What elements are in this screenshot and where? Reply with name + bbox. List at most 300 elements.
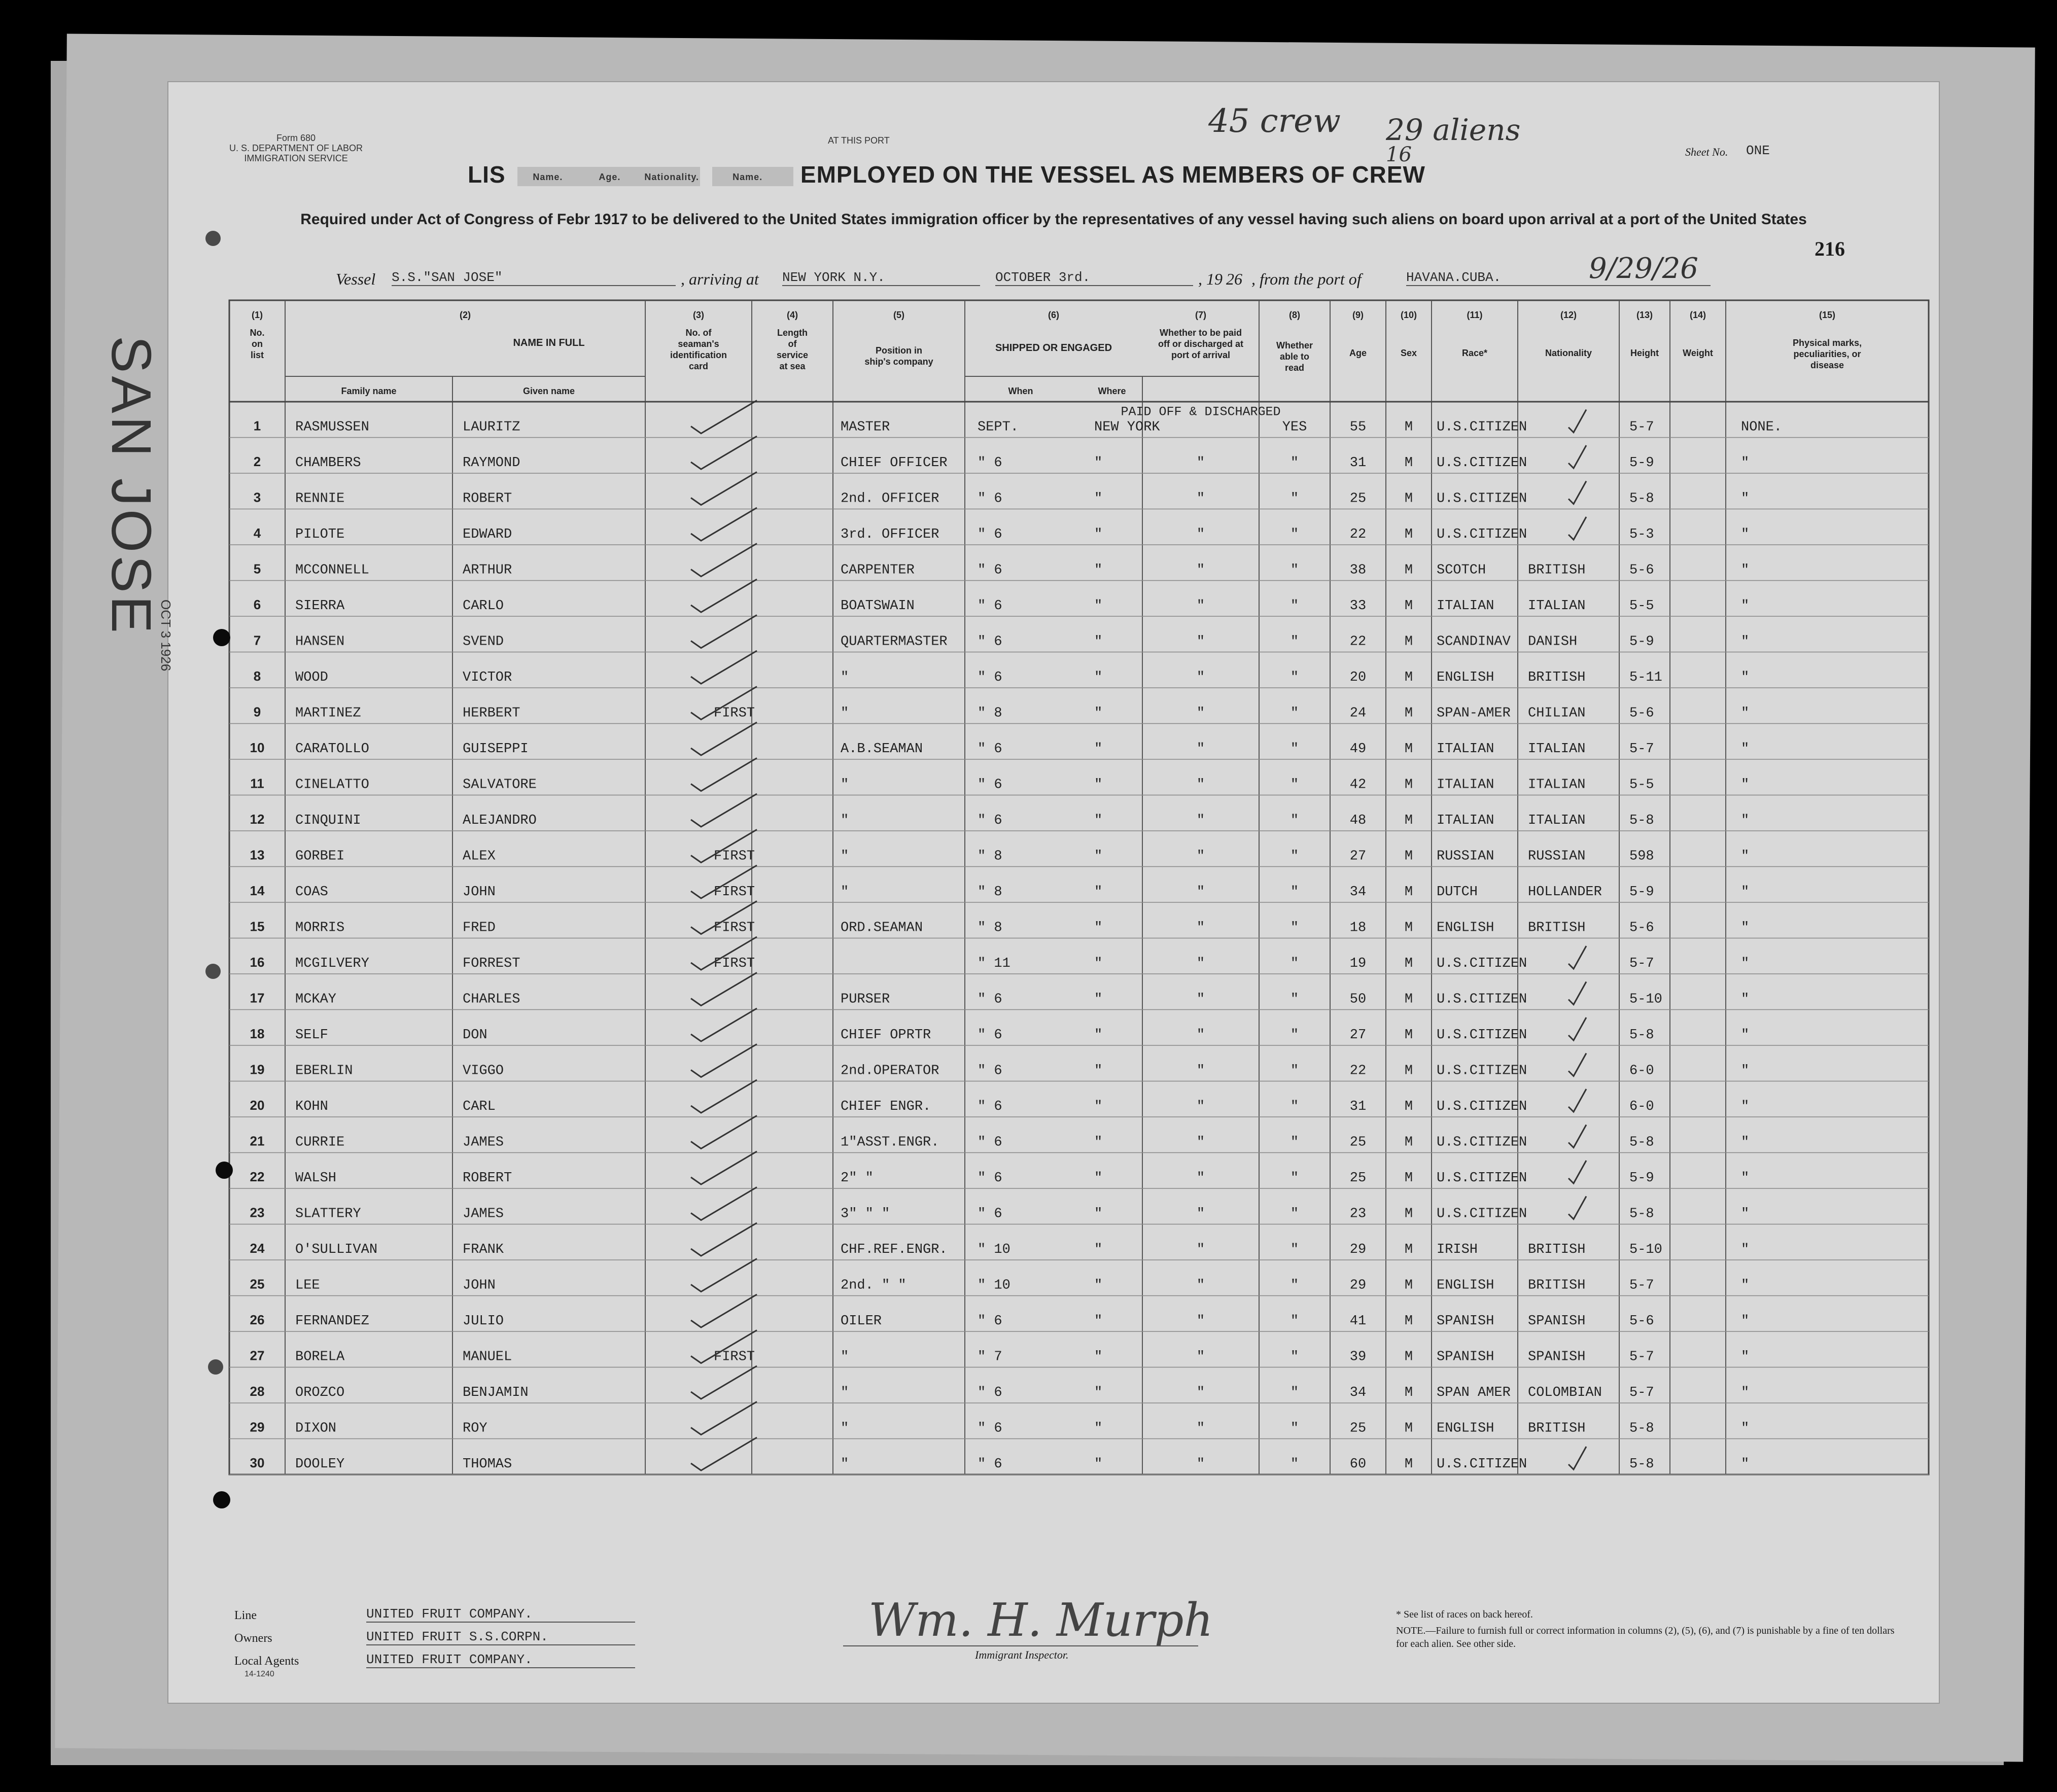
cell-read: " [1290, 1349, 1299, 1365]
cell-read: " [1290, 777, 1299, 793]
cell-height: 5-6 [1629, 1314, 1654, 1329]
cell-when: " 6 [978, 634, 1002, 650]
line-value: UNITED FRUIT COMPANY. [366, 1606, 635, 1623]
cell-read: " [1290, 455, 1299, 471]
check-mark [691, 794, 757, 827]
cell-height: 6-0 [1629, 1063, 1654, 1079]
header-position: ship's company [864, 357, 933, 367]
table-row [254, 544, 1749, 578]
column-number: (2) [460, 310, 471, 320]
cell-card: FIRST [714, 885, 755, 900]
cell-age: 60 [1349, 1457, 1367, 1472]
table-row [250, 901, 1750, 936]
handwritten-fraction: 16 [1386, 143, 1412, 166]
cell-position: OILER [841, 1314, 882, 1329]
cell-paid: " [1196, 1028, 1205, 1043]
cell-paid: " [1196, 634, 1205, 650]
cell-race: ENGLISH [1437, 920, 1494, 936]
cell-race: U.S.CITIZEN [1437, 1206, 1527, 1222]
table-row [250, 1366, 1750, 1400]
cell-read: " [1290, 956, 1299, 971]
cell-read: " [1290, 1063, 1299, 1079]
cell-family: SLATTERY [295, 1206, 361, 1222]
cell-position: 2nd.OPERATOR [841, 1063, 939, 1079]
cell-when: " 6 [978, 1135, 1002, 1150]
cell-read: " [1290, 1171, 1299, 1186]
cell-where: " [1094, 1278, 1103, 1293]
cell-where: " [1094, 1385, 1103, 1400]
table-row [254, 401, 1782, 435]
column-number: (14) [1689, 310, 1706, 320]
cell-no: 17 [250, 990, 265, 1006]
cell-paid: " [1196, 1457, 1205, 1472]
check-mark [691, 1187, 757, 1220]
punch-hole [205, 231, 221, 246]
header-paid-off: off or discharged at [1158, 339, 1244, 349]
citizen-tick [1568, 517, 1586, 540]
cell-sex: M [1404, 1135, 1413, 1150]
cell-card: FIRST [714, 706, 755, 721]
column-number: (12) [1560, 310, 1577, 320]
cell-age: 29 [1349, 1242, 1367, 1257]
cell-where: " [1094, 1314, 1103, 1329]
citizen-tick [1568, 946, 1586, 969]
table-row [254, 508, 1749, 542]
arriving-label: , arriving at [681, 270, 759, 288]
cell-height: 5-8 [1629, 1135, 1654, 1150]
signature-line [843, 1645, 1198, 1646]
cell-age: 38 [1349, 563, 1367, 578]
cell-sex: M [1404, 706, 1413, 721]
cell-when: " 6 [978, 1385, 1002, 1400]
cell-nationality: RUSSIAN [1528, 849, 1586, 864]
cell-nationality: ITALIAN [1528, 742, 1586, 757]
cell-sex: M [1404, 1171, 1413, 1186]
citizen-tick [1568, 1089, 1586, 1112]
cell-race: U.S.CITIZEN [1437, 992, 1527, 1007]
cell-where: " [1094, 1242, 1103, 1257]
cell-no: 14 [250, 883, 265, 898]
cell-where: " [1094, 1028, 1103, 1043]
cell-sex: M [1404, 563, 1413, 578]
table-row [254, 651, 1749, 685]
cell-sex: M [1404, 813, 1413, 828]
cell-where: " [1094, 634, 1103, 650]
date-stamp: OCT 3 1926 [158, 600, 173, 672]
cell-where: " [1094, 1063, 1103, 1079]
cell-card: FIRST [714, 849, 755, 864]
cell-given: EDWARD [463, 527, 512, 542]
sheet-value: ONE [1746, 143, 1770, 158]
cell-given: FRANK [463, 1242, 504, 1257]
cell-race: ITALIAN [1437, 742, 1494, 757]
cell-race: DUTCH [1437, 885, 1478, 900]
cell-height: 5-7 [1629, 419, 1654, 435]
cell-physical: " [1741, 1457, 1750, 1472]
cell-read: " [1290, 849, 1299, 864]
cell-age: 31 [1349, 455, 1367, 471]
cell-age: 33 [1349, 599, 1367, 614]
cell-no: 27 [250, 1348, 265, 1363]
cell-family: DIXON [295, 1421, 337, 1436]
table-row [250, 1116, 1750, 1150]
cell-position: CARPENTER [841, 563, 915, 578]
cell-age: 27 [1349, 1028, 1367, 1043]
cell-read: " [1290, 1314, 1299, 1329]
citizen-tick [1568, 410, 1586, 433]
form-number: Form 680 [276, 133, 316, 143]
cell-age: 34 [1349, 1385, 1367, 1400]
cell-sex: M [1404, 491, 1413, 507]
cell-nationality: SPANISH [1528, 1349, 1586, 1365]
cell-family: BORELA [295, 1349, 345, 1365]
cell-paid: " [1196, 849, 1205, 864]
cell-sex: M [1404, 419, 1413, 435]
cell-physical: " [1741, 1278, 1750, 1293]
cell-position: A.B.SEAMAN [841, 742, 923, 757]
crew-manifest-page [100, 81, 1940, 1704]
cell-read: " [1290, 491, 1299, 507]
cell-no: 3 [253, 489, 261, 505]
cell-when: " 8 [978, 706, 1002, 721]
cell-physical: " [1741, 920, 1750, 936]
cell-given: GUISEPPI [463, 742, 529, 757]
cell-physical: " [1741, 1242, 1750, 1257]
cell-when: " 7 [978, 1349, 1002, 1365]
title-right: EMPLOYED ON THE VESSEL AS MEMBERS OF CREW [800, 161, 1425, 188]
cell-when: " 6 [978, 1099, 1002, 1114]
check-mark [691, 1223, 757, 1256]
column-number: (15) [1819, 310, 1836, 320]
crew-table [168, 82, 1939, 1703]
cell-age: 42 [1349, 777, 1367, 793]
cell-no: 2 [253, 454, 261, 469]
cell-position: 1"ASST.ENGR. [841, 1135, 939, 1150]
check-mark [691, 1437, 757, 1470]
cell-paid: " [1196, 1421, 1205, 1436]
cell-given: RAYMOND [463, 455, 520, 471]
column-number: (6) [1048, 310, 1059, 320]
cell-position: CHIEF ENGR. [841, 1099, 931, 1114]
cell-physical: " [1741, 1421, 1750, 1436]
cell-when: SEPT. [978, 419, 1019, 435]
cell-no: 13 [250, 847, 265, 863]
cell-race: ITALIAN [1437, 813, 1494, 828]
cell-no: 19 [250, 1062, 265, 1077]
table-row [250, 1259, 1750, 1293]
cell-read: " [1290, 992, 1299, 1007]
cell-race: U.S.CITIZEN [1437, 956, 1527, 971]
punch-hole [205, 964, 221, 979]
cell-physical: " [1741, 777, 1750, 793]
cell-sex: M [1404, 599, 1413, 614]
cell-where: " [1094, 1457, 1103, 1472]
cell-given: HERBERT [463, 706, 520, 721]
citizen-tick [1568, 1197, 1586, 1219]
cell-age: 25 [1349, 1171, 1367, 1186]
cell-height: 5-9 [1629, 1171, 1654, 1186]
cell-physical: " [1741, 742, 1750, 757]
cell-height: 598 [1629, 849, 1654, 864]
cell-height: 5-8 [1629, 1028, 1654, 1043]
cell-height: 5-5 [1629, 599, 1654, 614]
cell-nationality: ITALIAN [1528, 599, 1586, 614]
cell-physical: " [1741, 1349, 1750, 1365]
header-position: Position in [876, 345, 922, 356]
cell-age: 23 [1349, 1206, 1367, 1222]
cell-paid: " [1196, 1171, 1205, 1186]
header-id-card: card [688, 361, 709, 371]
cell-position: 2nd. " " [841, 1278, 907, 1293]
cell-read: " [1290, 1028, 1299, 1043]
page-number: 216 [1815, 237, 1845, 260]
cell-position: CHF.REF.ENGR. [841, 1242, 948, 1257]
cell-when: " 6 [978, 742, 1002, 757]
cell-sex: M [1404, 1421, 1413, 1436]
cell-read: " [1290, 920, 1299, 936]
inspector-label: Immigrant Inspector. [975, 1648, 1069, 1661]
table-row [250, 1008, 1750, 1043]
cell-race: ITALIAN [1437, 599, 1494, 614]
cell-sex: M [1404, 992, 1413, 1007]
check-mark [691, 1044, 757, 1077]
cell-where: " [1094, 491, 1103, 507]
punch-hole [216, 1162, 233, 1179]
citizen-tick [1568, 1447, 1586, 1469]
cell-no: 24 [250, 1241, 265, 1256]
races-note: * See list of races on back hereof. [1396, 1609, 1533, 1620]
cell-physical: " [1741, 455, 1750, 471]
cell-given: JOHN [463, 885, 496, 900]
cell-nationality: BRITISH [1528, 670, 1586, 685]
cell-nationality: COLOMBIAN [1528, 1385, 1602, 1400]
cell-physical: " [1741, 1314, 1750, 1329]
cell-given: BENJAMIN [463, 1385, 529, 1400]
column-number: (13) [1636, 310, 1653, 320]
cell-paid: " [1196, 1135, 1205, 1150]
table-row [254, 615, 1749, 650]
header-id-card: seaman's [678, 339, 719, 349]
citizen-tick [1568, 481, 1586, 504]
citizen-tick [1568, 1017, 1586, 1040]
cell-no: 6 [253, 597, 261, 612]
cell-where: " [1094, 777, 1103, 793]
cell-nationality: BRITISH [1528, 1278, 1586, 1293]
cell-family: EBERLIN [295, 1063, 353, 1079]
cell-sex: M [1404, 1314, 1413, 1329]
header-length-service: at sea [779, 361, 806, 371]
cell-height: 5-7 [1629, 1278, 1654, 1293]
check-mark [691, 651, 757, 684]
cell-height: 5-9 [1629, 455, 1654, 471]
cell-height: 5-7 [1629, 742, 1654, 757]
cell-position: " [841, 1349, 849, 1365]
cell-nationality: BRITISH [1528, 1421, 1586, 1436]
cell-paid: " [1196, 1242, 1205, 1257]
cell-given: ROBERT [463, 1171, 512, 1186]
owners-label: Owners [234, 1632, 272, 1645]
cell-race: IRISH [1437, 1242, 1478, 1257]
cell-height: 5-11 [1629, 670, 1662, 685]
cell-sex: M [1404, 1028, 1413, 1043]
check-mark [691, 472, 757, 505]
cell-where: " [1094, 956, 1103, 971]
cell-position: " [841, 885, 849, 900]
cell-age: 22 [1349, 527, 1367, 542]
cell-paid: " [1196, 706, 1205, 721]
cell-physical: " [1741, 992, 1750, 1007]
table-row [250, 1437, 1750, 1472]
cell-read: " [1290, 1385, 1299, 1400]
cell-no: 10 [250, 740, 265, 755]
cell-read: " [1290, 1242, 1299, 1257]
cell-paid: " [1196, 1349, 1205, 1365]
check-mark [691, 544, 757, 577]
cell-read: " [1290, 1099, 1299, 1114]
cell-physical: " [1741, 1206, 1750, 1222]
cell-paid: " [1196, 563, 1205, 578]
cell-physical: " [1741, 527, 1750, 542]
cell-position: " [841, 706, 849, 721]
cell-paid: " [1196, 455, 1205, 471]
cell-nationality: HOLLANDER [1528, 885, 1602, 900]
cell-read: " [1290, 670, 1299, 685]
cell-height: 5-6 [1629, 920, 1654, 936]
cell-height: 5-9 [1629, 634, 1654, 650]
cell-nationality: ITALIAN [1528, 777, 1586, 793]
cell-sex: M [1404, 1206, 1413, 1222]
cell-no: 25 [250, 1276, 265, 1292]
cell-read: " [1290, 1457, 1299, 1472]
cell-given: FORREST [463, 956, 520, 971]
cell-nationality: ITALIAN [1528, 813, 1586, 828]
header-physical: peculiarities, or [1793, 349, 1861, 359]
cell-height: 5-8 [1629, 1421, 1654, 1436]
cell-sex: M [1404, 1385, 1413, 1400]
header-able-read: Whether [1276, 340, 1313, 350]
cell-nationality: BRITISH [1528, 1242, 1586, 1257]
cell-position: 2nd. OFFICER [841, 491, 939, 507]
cell-sex: M [1404, 1099, 1413, 1114]
table-row [250, 758, 1749, 793]
cell-family: MCCONNELL [295, 563, 369, 578]
cell-height: 5-5 [1629, 777, 1654, 793]
cell-card: FIRST [714, 956, 755, 971]
cell-paid: " [1196, 1063, 1205, 1079]
cell-physical: " [1741, 956, 1750, 971]
cell-no: 21 [250, 1133, 265, 1149]
table-row [250, 937, 1750, 971]
cell-sex: M [1404, 1457, 1413, 1472]
cell-given: DON [463, 1028, 487, 1043]
table-row [254, 579, 1749, 614]
cell-card: FIRST [714, 1349, 755, 1365]
header-age: Age [1349, 348, 1367, 358]
cell-age: 22 [1349, 634, 1367, 650]
header-id-card: No. of [685, 328, 712, 338]
check-mark [691, 722, 757, 755]
cell-physical: " [1741, 599, 1750, 614]
cell-where: " [1094, 885, 1103, 900]
cell-read: " [1290, 634, 1299, 650]
overlay-tab-3: Nationality. [644, 171, 700, 182]
cell-age: 48 [1349, 813, 1367, 828]
cell-age: 25 [1349, 1135, 1367, 1150]
cell-paid: " [1196, 1278, 1205, 1293]
header-physical: disease [1810, 360, 1844, 370]
cell-paid: " [1196, 1314, 1205, 1329]
column-number: (3) [693, 310, 704, 320]
table-row [254, 436, 1749, 471]
cell-age: 25 [1349, 1421, 1367, 1436]
cell-age: 18 [1349, 920, 1367, 936]
table-row [250, 830, 1750, 864]
cell-physical: " [1741, 849, 1750, 864]
cell-given: THOMAS [463, 1457, 512, 1472]
cell-given: VICTOR [463, 670, 512, 685]
column-number: (4) [787, 310, 798, 320]
cell-physical: " [1741, 1063, 1750, 1079]
cell-given: JAMES [463, 1206, 504, 1222]
cell-position: 2" " [841, 1171, 874, 1186]
cell-race: U.S.CITIZEN [1437, 1063, 1527, 1079]
cell-nationality: DANISH [1528, 634, 1578, 650]
stub-text: AT THIS PORT [828, 135, 890, 146]
citizen-tick [1568, 1161, 1586, 1183]
citizen-tick [1568, 1125, 1586, 1148]
arrival-port: NEW YORK N.Y. [782, 270, 980, 286]
cell-race: SPAN-AMER [1437, 706, 1511, 721]
overlay-tab-2: Age. [599, 171, 621, 182]
cell-height: 5-7 [1629, 1349, 1654, 1365]
cell-position: " [841, 813, 849, 828]
cell-sex: M [1404, 527, 1413, 542]
cell-height: 5-3 [1629, 527, 1654, 542]
header-shipped-engaged: SHIPPED OR ENGAGED [995, 342, 1112, 354]
cell-no: 26 [250, 1312, 265, 1327]
cell-read: " [1290, 1206, 1299, 1222]
cell-family: WOOD [295, 670, 328, 685]
cell-no: 22 [250, 1169, 265, 1184]
citizen-tick [1568, 1053, 1586, 1076]
header-physical: Physical marks, [1792, 338, 1862, 348]
cell-nationality: BRITISH [1528, 920, 1586, 936]
handwritten-date: 9/29/26 [1589, 252, 1698, 285]
header-name-in-full: NAME IN FULL [513, 337, 585, 348]
cell-where: " [1094, 1206, 1103, 1222]
header-no-on-list: list [250, 350, 264, 360]
cell-when: " 8 [978, 885, 1002, 900]
service-label: IMMIGRATION SERVICE [244, 153, 348, 163]
agents-label: Local Agents [234, 1655, 299, 1668]
cell-when: " 6 [978, 1063, 1002, 1079]
cell-physical: " [1741, 885, 1750, 900]
departure-port: HAVANA.CUBA. [1406, 270, 1711, 286]
cell-sex: M [1404, 1278, 1413, 1293]
cell-race: ENGLISH [1437, 670, 1494, 685]
cell-position: " [841, 777, 849, 793]
cell-when: " 6 [978, 1206, 1002, 1222]
cell-family: COAS [295, 885, 328, 900]
header-able-read: read [1284, 363, 1305, 373]
column-number: (8) [1289, 310, 1300, 320]
cell-paid: " [1196, 1206, 1205, 1222]
cell-position: QUARTERMASTER [841, 634, 948, 650]
header-sex: Sex [1400, 348, 1417, 358]
cell-paid: " [1196, 992, 1205, 1007]
check-mark [691, 1294, 757, 1327]
cell-height: 5-10 [1629, 992, 1662, 1007]
